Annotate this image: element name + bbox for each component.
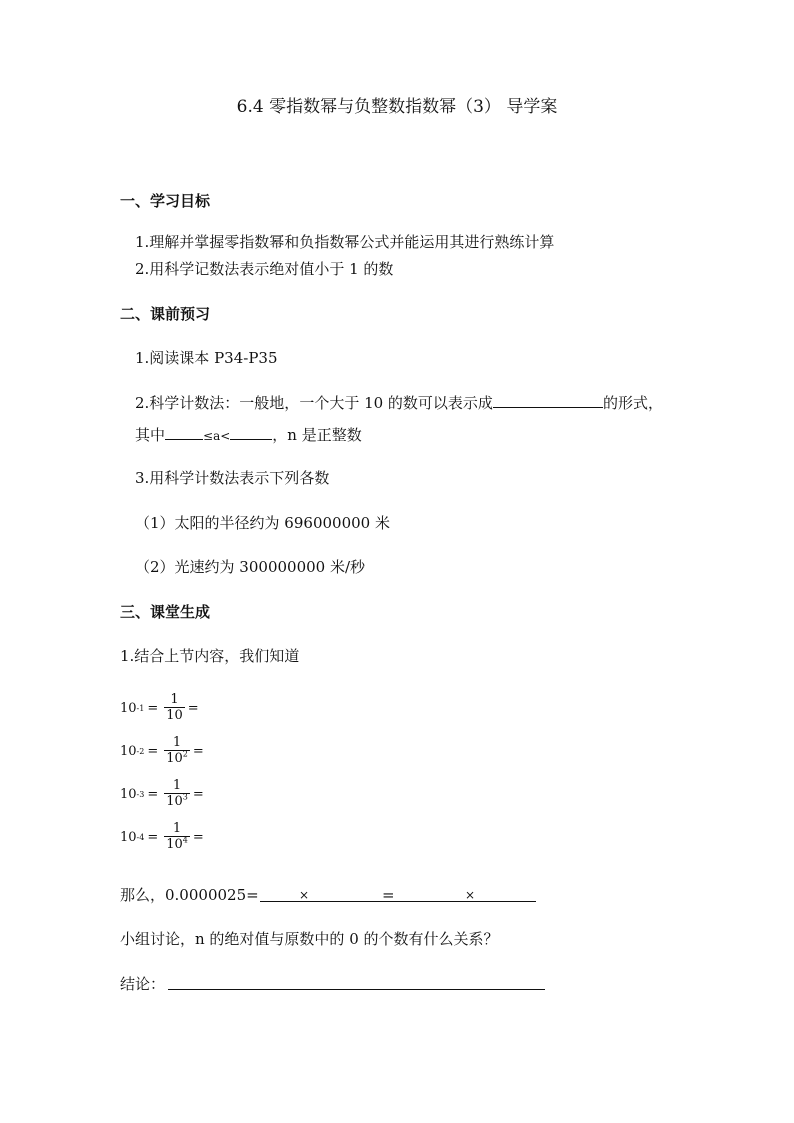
fraction-numerator: 1 <box>170 692 179 707</box>
discussion-text: 小组讨论，n 的绝对值与原数中的 0 的个数有什么关系？ <box>120 930 499 948</box>
upper-bound-blank[interactable] <box>230 425 272 440</box>
item2b-suffix: ，n 是正整数 <box>272 426 362 444</box>
eq-equals-trailing: = <box>187 701 199 716</box>
fraction-denominator <box>164 707 185 724</box>
form-blank[interactable] <box>493 393 603 408</box>
eq-base: 10 <box>120 830 137 845</box>
eq-base: 10 <box>120 787 137 802</box>
den-base: 10 <box>166 837 183 852</box>
den-exponent: 2 <box>182 749 188 759</box>
eq-fraction <box>164 822 190 853</box>
eq-fraction <box>164 693 185 724</box>
conclusion-label: 结论： <box>120 975 166 993</box>
section2-heading: 二、课前预习 <box>120 305 211 323</box>
fraction-numerator: 1 <box>172 821 182 836</box>
eq-equals: = <box>147 830 159 845</box>
equation-row: 10 -3 = $\frac{1}{10^3}$ = <box>120 778 204 809</box>
equation-row: 10 -1 = $\frac{1}{10}$ = <box>120 692 199 723</box>
equation-row: 10 -2 = $\frac{1}{10^2}$ = <box>120 735 204 766</box>
section3-intro: 1.结合上节内容，我们知道 <box>120 647 300 665</box>
equation-row: 10 -4 = $\frac{1}{10^4}$ = <box>120 821 204 852</box>
section1-item-2: 2.用科学记数法表示绝对值小于 1 的数 <box>135 260 394 278</box>
eq-fraction <box>164 736 190 767</box>
fraction-denominator <box>164 750 190 767</box>
item2b-mid: ≤a< <box>203 429 231 443</box>
section2-item-3: 3.用科学计数法表示下列各数 <box>135 469 330 487</box>
page-title: 6.4 零指数幂与负整数指数幂（3） 导学案 <box>236 97 558 117</box>
eq-base: 10 <box>120 701 137 716</box>
section1-heading: 一、学习目标 <box>120 192 211 210</box>
times-sign-2: × <box>465 888 476 902</box>
section3-heading: 三、课堂生成 <box>120 603 211 621</box>
then-prefix: 那么，0.0000025= <box>120 886 259 904</box>
eq-equals: = <box>147 787 159 802</box>
section2-item-1: 1.阅读课本 P34-P35 <box>135 349 278 367</box>
eq-equals-trailing: = <box>192 744 204 759</box>
eq-equals: = <box>147 701 159 716</box>
section2-item-2 <box>135 393 663 413</box>
lower-bound-blank[interactable] <box>165 425 203 440</box>
fraction-numerator: 1 <box>172 735 182 750</box>
fraction-denominator <box>164 836 190 853</box>
den-exponent: 4 <box>182 835 188 845</box>
fraction-numerator: 1 <box>172 778 182 793</box>
item2-suffix: 的形式， <box>602 394 663 412</box>
eq-equals-trailing: = <box>192 787 204 802</box>
conclusion-underline[interactable] <box>168 989 545 990</box>
times-sign-1: × <box>299 888 310 902</box>
then-line <box>120 885 259 905</box>
den-base: 10 <box>166 751 183 766</box>
section2-item-2b <box>135 425 362 446</box>
section1-item-1: 1.理解并掌握零指数幂和负指数幂公式并能运用其进行熟练计算 <box>135 233 555 251</box>
section2-question-2: （2）光速约为 300000000 米/秒 <box>135 558 366 576</box>
eq-fraction <box>164 779 190 810</box>
eq-equals-trailing: = <box>192 830 204 845</box>
den-base: 10 <box>166 708 183 723</box>
den-exponent: 3 <box>182 792 188 802</box>
equal-sign: = <box>382 886 395 904</box>
fraction-denominator <box>164 793 190 810</box>
eq-equals: = <box>147 744 159 759</box>
item2-prefix: 2.科学计数法：一般地，一个大于 10 的数可以表示成 <box>135 394 493 412</box>
den-base: 10 <box>166 794 183 809</box>
eq-base: 10 <box>120 744 137 759</box>
item2b-prefix: 其中 <box>135 426 166 444</box>
section2-question-1: （1）太阳的半径约为 696000000 米 <box>135 514 390 532</box>
